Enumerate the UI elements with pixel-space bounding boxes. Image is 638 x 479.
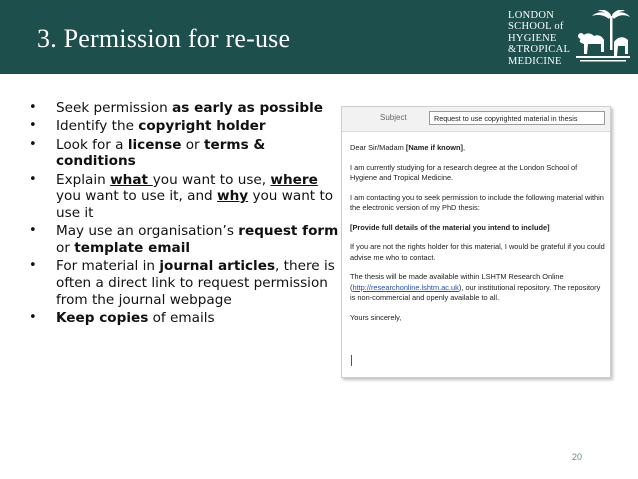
logo-wordmark: [508, 10, 570, 67]
logo-line: LONDON: [508, 10, 555, 21]
crest-icon: [574, 10, 632, 66]
text-cursor: [351, 355, 352, 366]
bullet-dot: •: [29, 309, 37, 325]
list-item: • Keep copies of emails: [29, 309, 215, 326]
paragraph: I am contacting you to seek permission to include the following material within the electronic version of my PhD thesis:: [350, 192, 604, 212]
list-item: • May use an organisation’s request form or template email: [29, 223, 339, 256]
email-body[interactable]: [350, 143, 606, 332]
slide-title: 3. Permission for re-use: [37, 24, 291, 53]
bullet-dot: •: [29, 223, 37, 239]
subject-input[interactable]: Request to use copyrighted material in thesis: [429, 111, 605, 125]
subject-label: Subject: [380, 113, 407, 122]
bullet-dot: •: [29, 118, 37, 134]
title-bar: [0, 0, 638, 74]
logo-line: &TROPICAL: [508, 44, 571, 56]
page-number: 20: [572, 452, 583, 462]
logo-line: HYGIENE: [508, 32, 557, 44]
list-item: • Look for a license or terms & conditions: [29, 136, 266, 170]
bullet-dot: •: [29, 100, 37, 115]
paragraph: If you are not the rights holder for this material, I would be grateful if you could advise me who to contact.: [350, 242, 605, 262]
bullet-dot: •: [29, 171, 37, 187]
research-online-link[interactable]: http://researchonline.lshtm.ac.uk: [352, 282, 459, 292]
list-item: • Explain what you want to use, where you want to use it, and why you want to use it: [29, 171, 334, 221]
list-item: • Seek permission as early as possible: [29, 100, 323, 116]
email-template: [341, 106, 611, 378]
bullet-dot: •: [29, 136, 37, 152]
closing: Yours sincerely,: [350, 312, 402, 322]
paragraph: The thesis will be made available within LSHTM Research Online (http://researchonline.lshtm.ac.uk), our institutional repository. The repository is non-commercial and openly available to all.: [350, 272, 601, 302]
greeting: Dear Sir/Madam [Name if known],: [350, 143, 465, 152]
logo-line: SCHOOL of: [508, 21, 564, 33]
subject-row: [342, 107, 610, 132]
bullet-list: [26, 100, 346, 328]
paragraph: I am currently studying for a research degree at the London School of Hygiene and Tropical Medicine.: [350, 162, 578, 182]
list-item: • For material in journal articles, there is often a direct link to request permission from the journal webpage: [29, 258, 335, 308]
logo-line: MEDICINE: [508, 55, 562, 67]
bullet-dot: •: [29, 258, 37, 274]
list-item: • Identify the copyright holder: [29, 118, 266, 135]
paragraph: [Provide full details of the material you intend to include]: [350, 222, 550, 232]
lshtm-logo: [508, 8, 632, 68]
